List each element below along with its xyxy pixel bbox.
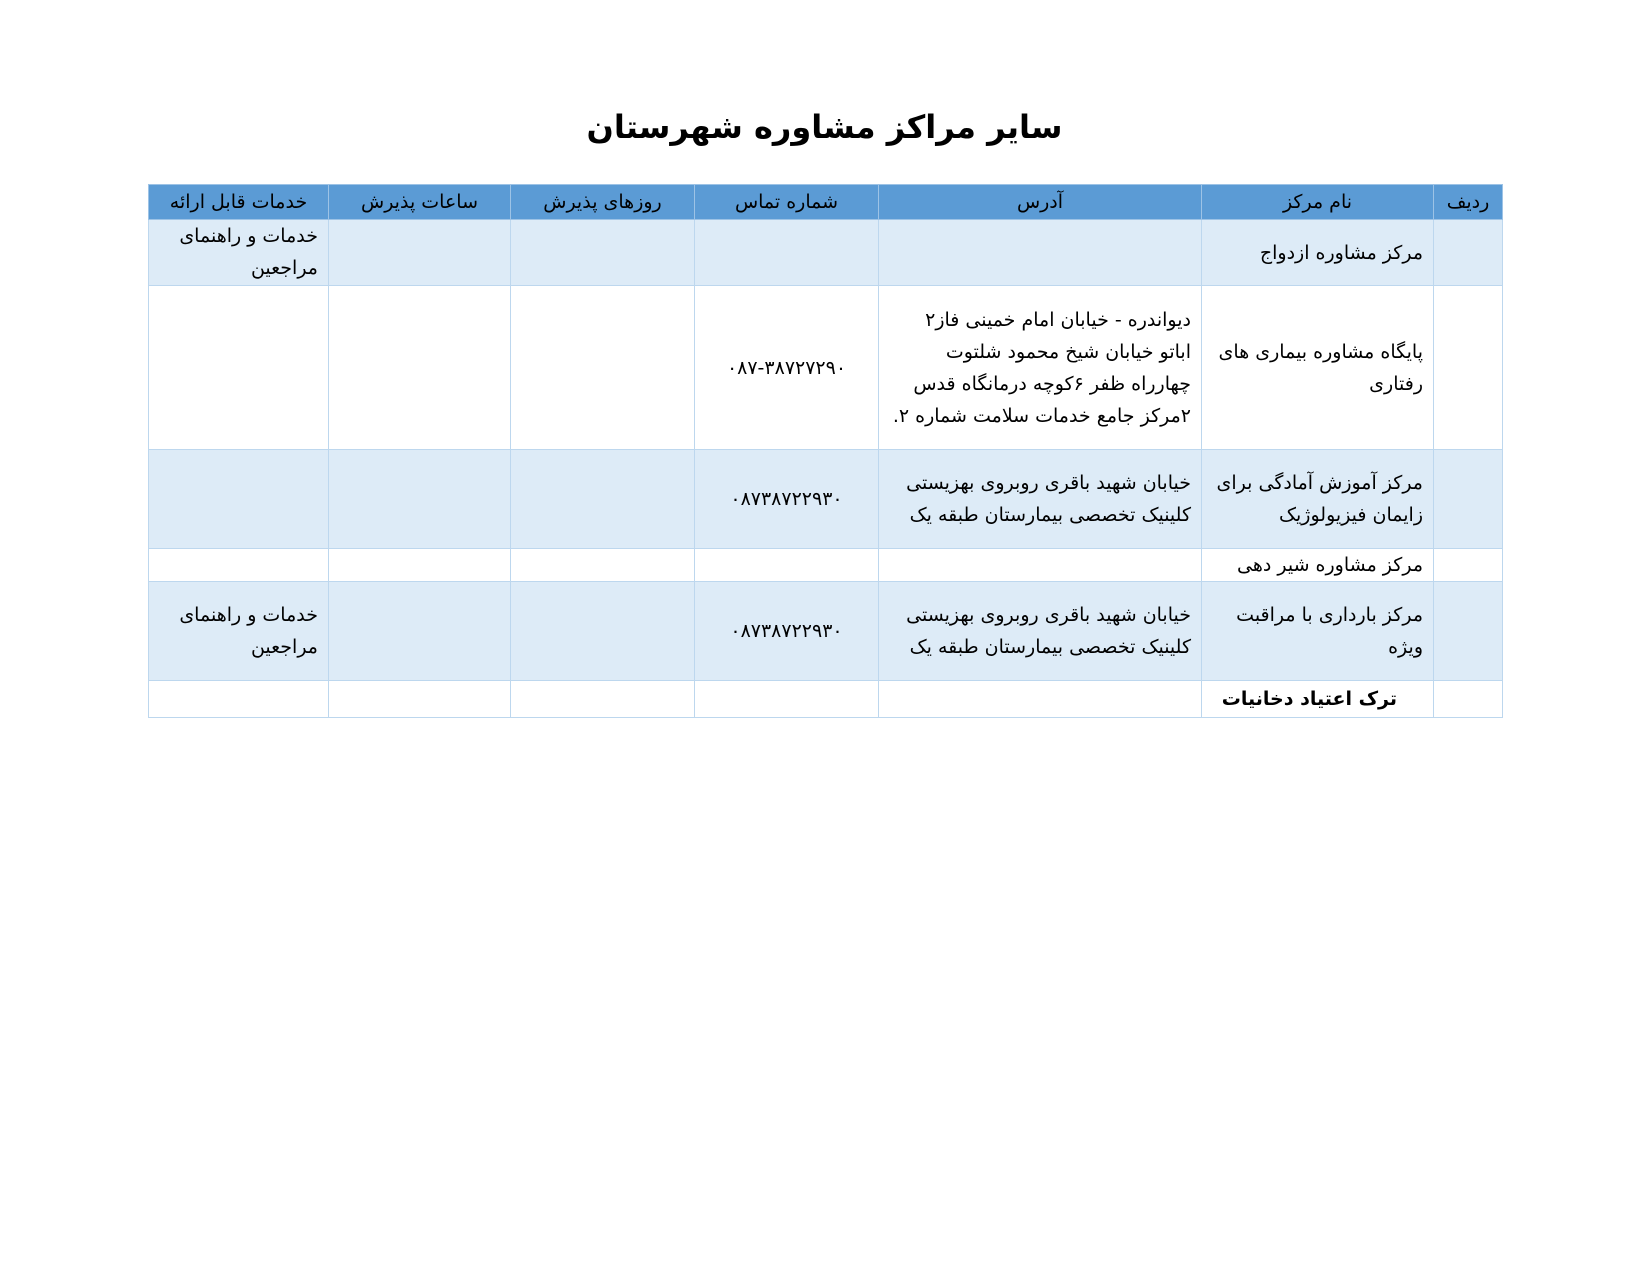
cell-address: خیابان شهید باقری روبروی بهزیستی کلینیک تخصصی بیمارستان طبقه یک — [879, 582, 1202, 681]
cell-center-name: ترک اعتیاد دخانیات — [1202, 681, 1434, 718]
cell-center-name: مرکز بارداری با مراقبت ویژه — [1202, 582, 1434, 681]
page-title: سایر مراکز مشاوره شهرستان — [586, 108, 1063, 146]
cell-row-no — [1434, 450, 1503, 549]
header-phone: شماره تماس — [695, 185, 879, 220]
table-row — [149, 450, 1503, 549]
cell-phone: ۰۸۷۳۸۷۲۲۹۳۰ — [695, 582, 879, 681]
cell-phone — [695, 220, 879, 286]
cell-hours — [329, 450, 511, 549]
cell-phone: ۰۸۷-۳۸۷۲۷۲۹۰ — [695, 286, 879, 450]
cell-days — [511, 220, 695, 286]
cell-days — [511, 549, 695, 582]
cell-address — [879, 220, 1202, 286]
cell-center-name: مرکز مشاوره ازدواج — [1202, 220, 1434, 286]
cell-services — [149, 681, 329, 718]
table-header-row — [149, 185, 1503, 220]
cell-days — [511, 450, 695, 549]
table-row — [149, 286, 1503, 450]
cell-row-no — [1434, 220, 1503, 286]
header-services: خدمات قابل ارائه — [149, 185, 329, 220]
table-row — [149, 220, 1503, 286]
cell-hours — [329, 582, 511, 681]
cell-phone — [695, 681, 879, 718]
cell-days — [511, 681, 695, 718]
cell-address — [879, 681, 1202, 718]
table-row — [149, 549, 1503, 582]
header-row-no: ردیف — [1434, 185, 1503, 220]
cell-hours — [329, 286, 511, 450]
cell-address — [879, 549, 1202, 582]
cell-hours — [329, 220, 511, 286]
cell-phone: ۰۸۷۳۸۷۲۲۹۳۰ — [695, 450, 879, 549]
cell-address: دیواندره - خیابان امام خمینی فاز۲ اباتو خیابان شیخ محمود شلتوت چهارراه ظفر ۶کوچه درمانگاه قدس ۲مرکز جامع خدمات سلامت شماره ۲. — [879, 286, 1202, 450]
header-hours: ساعات پذیرش — [329, 185, 511, 220]
cell-row-no — [1434, 549, 1503, 582]
cell-services — [149, 286, 329, 450]
cell-row-no — [1434, 681, 1503, 718]
cell-days — [511, 582, 695, 681]
cell-center-name: مرکز آموزش آمادگی برای زایمان فیزیولوژیک — [1202, 450, 1434, 549]
cell-services — [149, 450, 329, 549]
cell-days — [511, 286, 695, 450]
cell-services — [149, 549, 329, 582]
cell-hours — [329, 681, 511, 718]
table-row — [149, 681, 1503, 718]
header-days: روزهای پذیرش — [511, 185, 695, 220]
header-center-name: نام مرکز — [1202, 185, 1434, 220]
cell-center-name: پایگاه مشاوره بیماری های رفتاری — [1202, 286, 1434, 450]
cell-center-name: مرکز مشاوره شیر دهی — [1202, 549, 1434, 582]
centers-table — [148, 184, 1503, 718]
cell-address: خیابان شهید باقری روبروی بهزیستی کلینیک تخصصی بیمارستان طبقه یک — [879, 450, 1202, 549]
cell-row-no — [1434, 582, 1503, 681]
cell-services: خدمات و راهنمای مراجعین — [149, 582, 329, 681]
header-address: آدرس — [879, 185, 1202, 220]
cell-row-no — [1434, 286, 1503, 450]
cell-hours — [329, 549, 511, 582]
cell-phone — [695, 549, 879, 582]
cell-services: خدمات و راهنمای مراجعین — [149, 220, 329, 286]
table-row — [149, 582, 1503, 681]
